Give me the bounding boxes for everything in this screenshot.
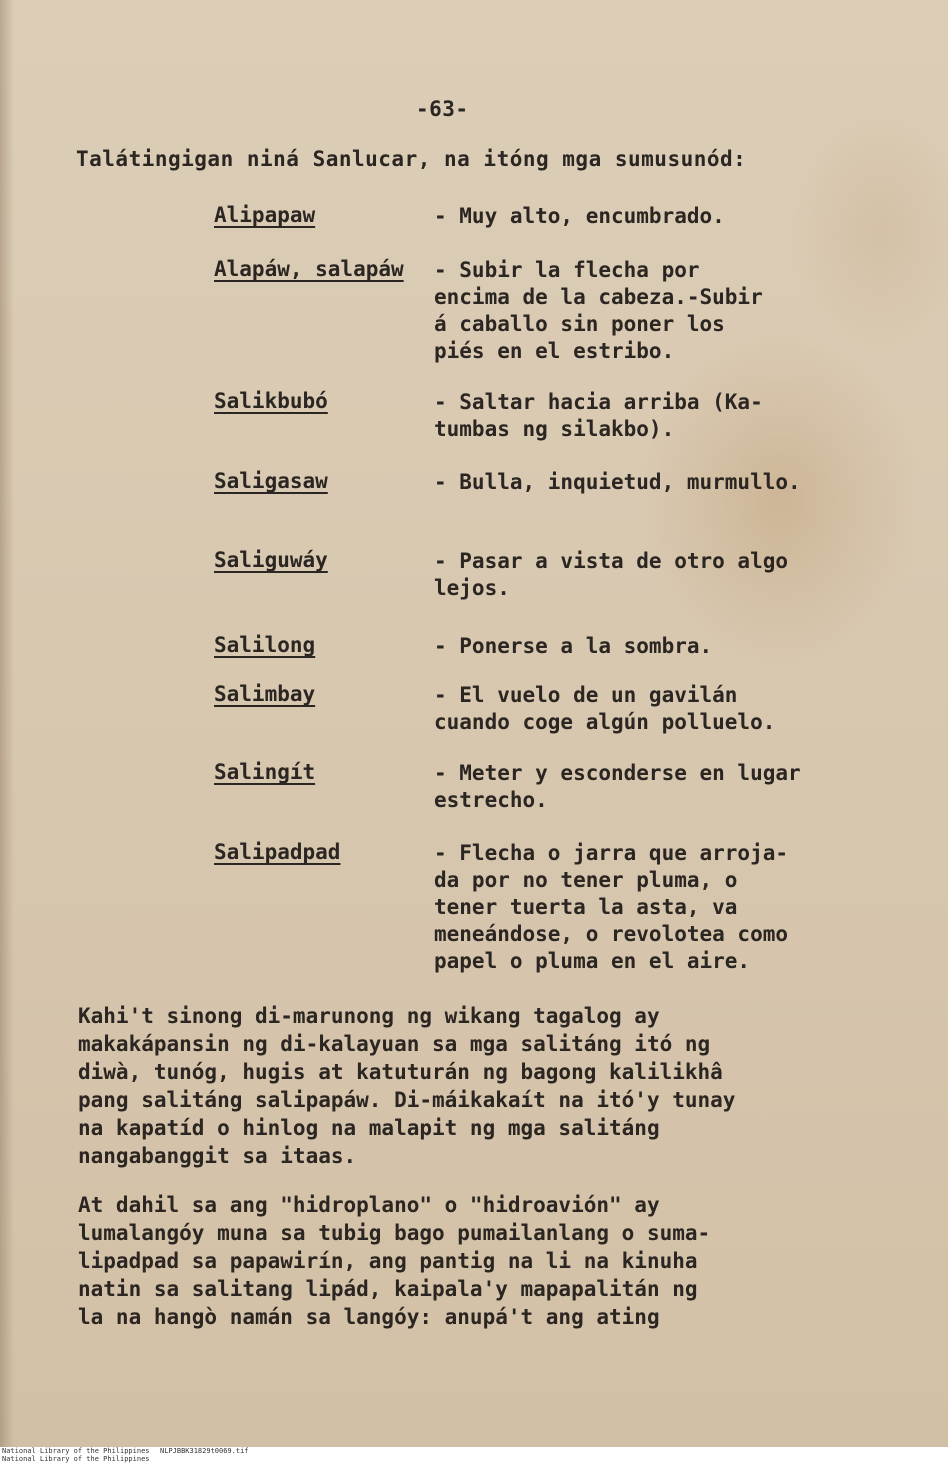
entry-term: Salikbubó: [214, 389, 328, 413]
entry-term: Salilong: [214, 633, 316, 657]
entry-term: Salingít: [214, 760, 316, 784]
entry-definition: - Muy alto, encumbrado.: [434, 204, 725, 228]
entry-definition: - Subir la flecha por encima de la cabeza.-Subir á caballo sin poner los piés en el estribo.: [434, 258, 763, 363]
entry-term: Salipadpad: [214, 840, 341, 864]
footer-file-id: NLPJBBK31829t0069.tif: [160, 1447, 249, 1455]
body-paragraph: At dahil sa ang "hidroplano" o "hidroavión" ay lumalangóy muna sa tubig bago pumailanlang o suma- lipadpad sa papawirín, ang pantig na li na kinuha natin sa salitang lipád, kaipala'y mapapalitán ng la na hangò namán sa langóy: anupá't ang ating: [78, 1193, 711, 1329]
footer-line-2: National Library of the Philippines: [2, 1455, 150, 1463]
entry-definition: - Ponerse a la sombra.: [434, 634, 713, 658]
entry-definition: - Bulla, inquietud, murmullo.: [434, 470, 801, 494]
entry-definition: - Meter y esconderse en lugar estrecho.: [434, 761, 801, 812]
entry-term: Saliguwáy: [214, 548, 328, 572]
entry-term: Alapáw, salapáw: [214, 257, 404, 281]
entry-term: Salimbay: [214, 682, 316, 706]
entry-definition: - Saltar hacia arriba (Ka- tumbas ng silakbo).: [434, 390, 763, 441]
footer-line-1: National Library of the Philippines: [2, 1447, 150, 1455]
entry-definition: - El vuelo de un gavilán cuando coge algún polluelo.: [434, 683, 776, 734]
scan-footer: [0, 1447, 948, 1463]
intro-line: Talátingigan niná Sanlucar, na itóng mga sumusunód:: [76, 147, 747, 171]
entry-term: Saligasaw: [214, 469, 328, 493]
page-edge-shadow: [0, 0, 14, 1447]
page-number: -63-: [416, 97, 469, 121]
entry-definition: - Flecha o jarra que arroja- da por no tener pluma, o tener tuerta la asta, va meneándose, o revolotea como papel o pluma en el aire.: [434, 841, 789, 973]
entry-term: Alipapaw: [214, 203, 316, 227]
body-paragraph: Kahi't sinong di-marunong ng wikang tagalog ay makakápansin ng di-kalayuan sa mga salitáng itó ng diwà, tunóg, hugis at katuturán ng bagong kalilikhâ pang salitáng salipapáw. Di-máikakaít na itó'y tunay na kapatíd o hinlog na malapit ng mga salitáng nangabanggit sa itaas.: [78, 1004, 736, 1168]
entry-definition: - Pasar a vista de otro algo lejos.: [434, 549, 789, 600]
